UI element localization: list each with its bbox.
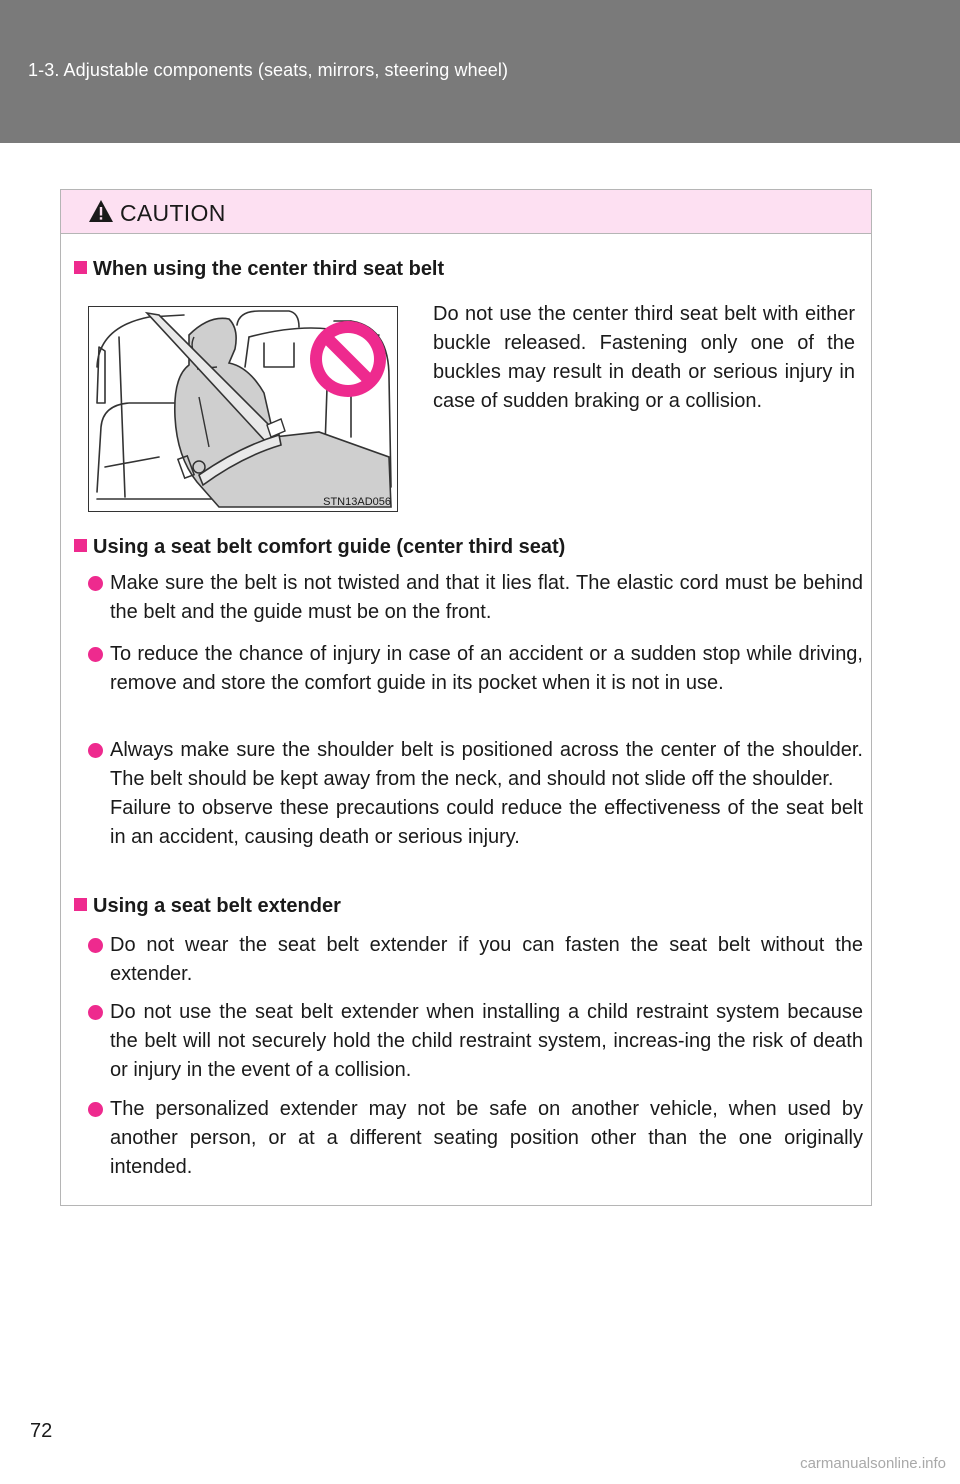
seat-illustration-image [89,307,396,510]
square-bullet-icon [74,539,87,552]
list-item-text [110,736,863,852]
list-item-text: To reduce the chance of injury in case of an accident or a sudden stop while driving, remove and store the comfort guide in its pocket when it is not in use. [110,643,863,694]
round-bullet-icon [88,576,103,591]
list-item-text: Make sure the belt is not twisted and that it lies flat. The elastic cord must be behind the belt and the guide must be on the front. [110,572,863,623]
square-bullet-icon [74,898,87,911]
round-bullet-icon [88,938,103,953]
list-item [88,736,863,852]
caution-box [60,189,872,1206]
square-bullet-icon [74,261,87,274]
section-heading-comfort-guide [74,536,565,559]
list-item [88,998,863,1085]
list-item [88,569,863,627]
list-item-text: The personalized extender may not be safe on another vehicle, when used by another person, or at a different seating position other than the one originally intended. [110,1098,863,1178]
list-item [88,640,863,698]
round-bullet-icon [88,647,103,662]
list-item-text-para2: Failure to observe these precautions could reduce the effectiveness of the seat belt in an accident, causing death or serious injury. [110,797,863,848]
list-item-text: Do not use the seat belt extender when installing a child restraint system because the belt will not securely hold the child restraint system, increas-ing the risk of death or injury in the event of a collision. [110,1001,863,1081]
section-heading-text: When using the center third seat belt [93,258,445,280]
list-item-text: Do not wear the seat belt extender if you can fasten the seat belt without the extender. [110,934,863,985]
seat-belt-illustration [88,306,398,512]
warning-triangle-icon [88,199,114,223]
list-item-text-para1: Always make sure the shoulder belt is positioned across the center of the shoulder. The belt should be kept away from the neck, and should not slide off the shoulder. [110,739,863,790]
page-number: 72 [30,1420,53,1442]
header-band [0,0,960,143]
round-bullet-icon [88,1005,103,1020]
list-item [88,931,863,989]
list-item [88,1095,863,1182]
round-bullet-icon [88,743,103,758]
section-title: 1-3. Adjustable components (seats, mirrors, steering wheel) [28,60,509,80]
section-heading-center-third-belt [74,258,444,281]
figure-id: STN13AD056 [323,496,391,508]
section-heading-text: Using a seat belt comfort guide (center third seat) [93,536,566,558]
caution-header [61,190,871,234]
figure-warning-text: Do not use the center third seat belt with either buckle released. Fastening only one of the buckles may result in death or serious injury in case of sudden braking or a collision. [433,303,855,412]
caution-label: CAUTION [120,200,226,226]
section-heading-text: Using a seat belt extender [93,895,341,917]
watermark: carmanualsonline.info [800,1455,946,1472]
round-bullet-icon [88,1102,103,1117]
section-heading-extender [74,895,341,918]
